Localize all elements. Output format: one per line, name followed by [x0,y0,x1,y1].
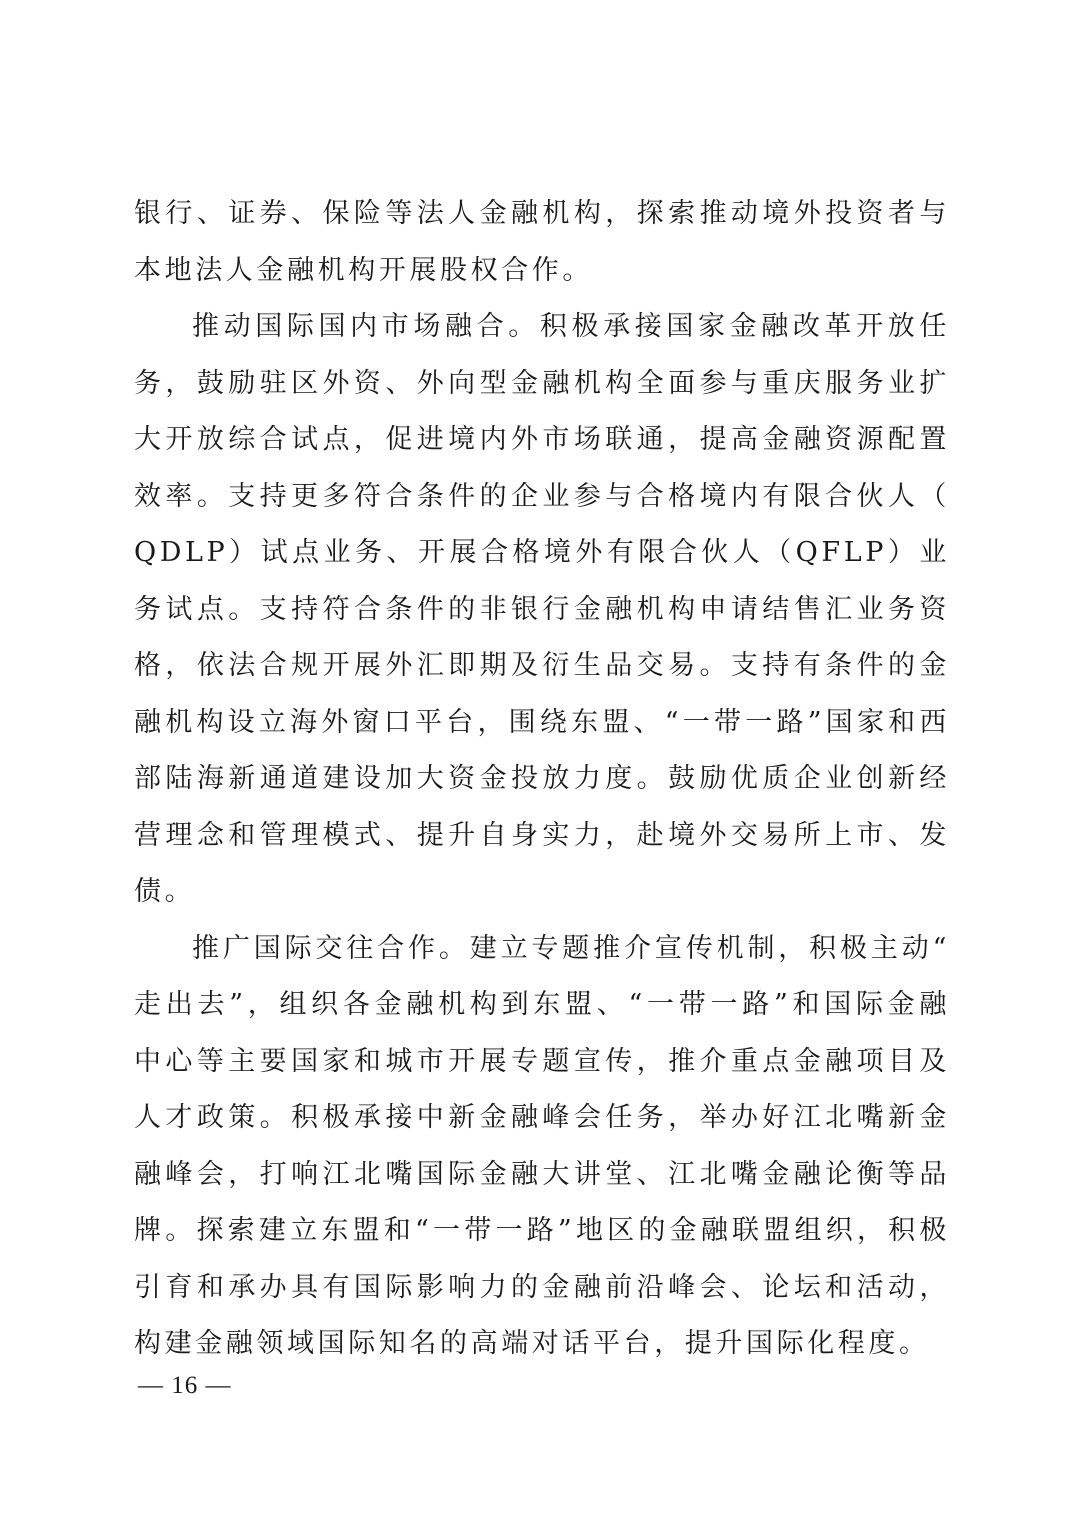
paragraph-international-cooperation: 推广国际交往合作。建立专题推介宣传机制，积极主动“走出去”，组织各金融机构到东盟、“一带一路”和国际金融中心等主要国家和城市开展专题宣传，推介重点金融项目及人才政策。积极承接中新金融峰会任务，举办好江北嘴新金融峰会，打响江北嘴国际金融大讲堂、江北嘴金融论衡等品牌。探索建立东盟和“一带一路”地区的金融联盟组织，积极引育和承办具有国际影响力的金融前沿峰会、论坛和活动，构建金融领域国际知名的高端对话平台，提升国际化程度。 [134,932,950,1359]
page-number: — 16 — [138,1372,232,1399]
document-body [134,186,950,1373]
paragraph-continuation: 银行、证券、保险等法人金融机构，探索推动境外投资者与本地法人金融机构开展股权合作。 [134,198,950,286]
paragraph-market-integration: 推动国际国内市场融合。积极承接国家金融改革开放任务，鼓励驻区外资、外向型金融机构全面参与重庆服务业扩大开放综合试点，促进境内外市场联通，提高金融资源配置效率。支持更多符合条件的企业参与合格境内有限合伙人（QDLP）试点业务、开展合格境外有限合伙人（QFLP）业务试点。支持符合条件的非银行金融机构申请结售汇业务资格，依法合规开展外汇即期及衍生品交易。支持有条件的金融机构设立海外窗口平台，围绕东盟、“一带一路”国家和西部陆海新通道建设加大资金投放力度。鼓励优质企业创新经营理念和管理模式、提升自身实力，赴境外交易所上市、发债。 [134,311,950,907]
